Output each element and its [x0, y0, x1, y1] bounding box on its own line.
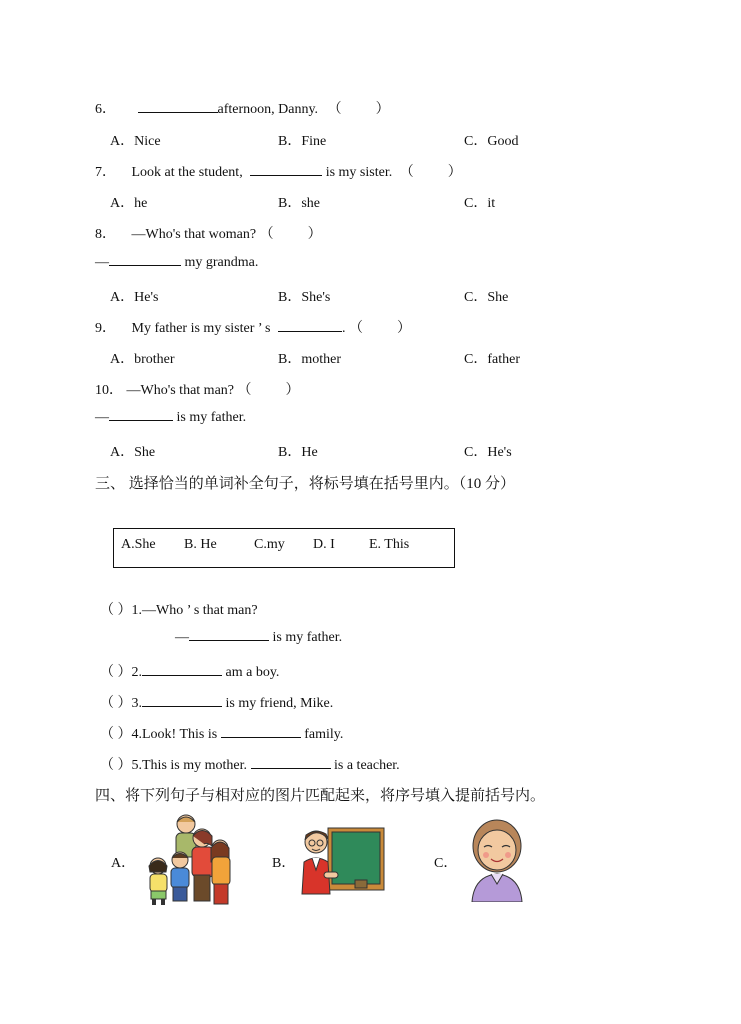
- family-group-icon: [140, 812, 236, 908]
- answer-blank[interactable]: [109, 419, 173, 421]
- answer-paren[interactable]: （ ）: [100, 727, 132, 742]
- answer-paren[interactable]: （ ）: [100, 665, 132, 680]
- answer-line-8: — my grandma.: [95, 255, 259, 270]
- question-8: 8． —Who's that woman? （ ）: [95, 227, 322, 242]
- word-bank-item: C.my: [254, 537, 285, 552]
- answer-paren[interactable]: （ ）: [100, 696, 132, 711]
- picture-label-c: C．: [434, 856, 458, 871]
- answer-blank[interactable]: [142, 674, 222, 676]
- word-bank-item: E. This: [369, 537, 410, 552]
- answer-paren[interactable]: （ ）: [100, 758, 132, 773]
- answer-blank[interactable]: [278, 330, 342, 332]
- question-9: 9． My father is my sister ’ s . （ ）: [95, 321, 411, 336]
- section-3-item-2: （ ）2. am a boy.: [100, 665, 280, 680]
- section-3-title: 三、 选择恰当的单词补全句子，将标号填在括号里内。（10 分）: [95, 476, 516, 492]
- answer-blank[interactable]: [109, 264, 181, 266]
- answer-blank[interactable]: [138, 111, 218, 113]
- answer-paren[interactable]: （ ）: [100, 603, 132, 618]
- question-7: 7． Look at the student, is my sister. （ ）: [95, 165, 462, 180]
- answer-blank[interactable]: [250, 174, 322, 176]
- word-bank-item: A.She: [121, 537, 156, 552]
- word-bank-item: D. I: [313, 537, 335, 552]
- teacher-at-blackboard-icon: [300, 824, 388, 896]
- section-4-title: 四、将下列句子与相对应的图片匹配起来，将序号填入提前括号内。: [95, 788, 546, 804]
- section-3-item-1: （ ）1.—Who ’ s that man?: [100, 603, 258, 618]
- word-bank-item: B. He: [184, 537, 217, 552]
- question-10: 10． —Who's that man? （ ）: [95, 383, 300, 398]
- section-3-item-1-answer: — is my father.: [175, 630, 343, 645]
- section-3-item-5: （ ）5.This is my mother. is a teacher.: [100, 758, 400, 773]
- answer-blank[interactable]: [142, 705, 222, 707]
- answer-blank[interactable]: [221, 736, 301, 738]
- section-3-item-4: （ ）4.Look! This is family.: [100, 727, 344, 742]
- question-text: afternoon, Danny.: [217, 102, 319, 117]
- answer-blank[interactable]: [189, 639, 269, 641]
- answer-blank[interactable]: [251, 767, 331, 769]
- word-bank-box: [113, 528, 455, 568]
- grandmother-icon: [464, 818, 530, 902]
- answer-line-10: — is my father.: [95, 410, 247, 425]
- question-number: 6．: [95, 102, 116, 117]
- picture-label-a: A．: [111, 856, 136, 871]
- picture-label-b: B．: [272, 856, 296, 871]
- section-3-item-3: （ ）3. is my friend, Mike.: [100, 696, 334, 711]
- question-text: Look at the student,: [131, 165, 243, 180]
- question-6: 6． afternoon, Danny. （ ）: [95, 102, 390, 117]
